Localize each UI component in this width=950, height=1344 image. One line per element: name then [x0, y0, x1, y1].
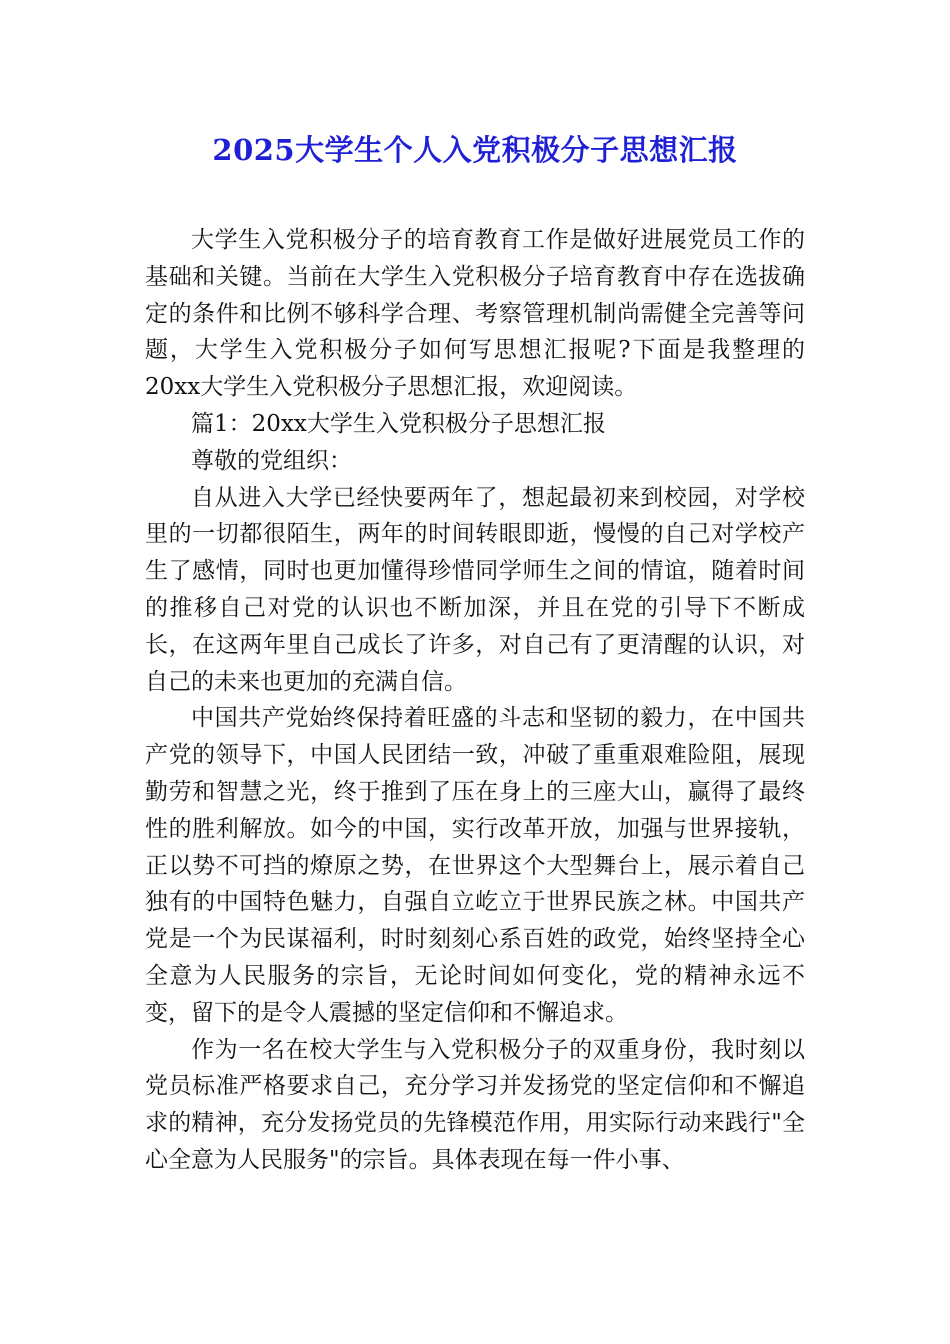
paragraph-intro: 大学生入党积极分子的培育教育工作是做好进展党员工作的基础和关键。当前在大学生入党积极分子培育教育中存在选拔确定的条件和比例不够科学合理、考察管理机制尚需健全完善等问题，大学生入党积极分子如何写思想汇报呢?下面是我整理的20xx大学生入党积极分子思想汇报，欢迎阅读。: [145, 227, 805, 401]
paragraph-body-3: 作为一名在校大学生与入党积极分子的双重身份，我时刻以党员标准严格要求自己，充分学习并发扬党的坚定信仰和不懈追求的精神，充分发扬党员的先锋模范作用，用实际行动来践行"全心全意为人民服务"的宗旨。具体表现在每一件小事、: [145, 1036, 805, 1173]
paragraph-body-2: 中国共产党始终保持着旺盛的斗志和坚韧的毅力，在中国共产党的领导下，中国人民团结一致，冲破了重重艰难险阻，展现勤劳和智慧之光，终于推到了压在身上的三座大山，赢得了最终性的胜利解放。如今的中国，实行改革开放，加强与世界接轨，正以势不可挡的燎原之势，在世界这个大型舞台上，展示着自己独有的中国特色魅力，自强自立屹立于世界民族之林。中国共产党是一个为民谋福利，时时刻刻心系百姓的政党，始终坚持全心全意为人民服务的宗旨，无论时间如何变化，党的精神永远不变，留下的是令人震撼的坚定信仰和不懈追求。: [145, 705, 805, 1026]
document-title: 2025大学生个人入党积极分子思想汇报: [212, 133, 738, 167]
document-body: [145, 222, 805, 1179]
paragraph-salutation: 尊敬的党组织：: [191, 447, 352, 474]
paragraph-section-heading: 篇1：20xx大学生入党积极分子思想汇报: [191, 410, 606, 437]
paragraph-body-1: 自从进入大学已经快要两年了，想起最初来到校园，对学校里的一切都很陌生，两年的时间转眼即逝，慢慢的自己对学校产生了感情，同时也更加懂得珍惜同学师生之间的情谊，随着时间的推移自己对党的认识也不断加深，并且在党的引导下不断成长，在这两年里自己成长了许多，对自己有了更清醒的认识，对自己的未来也更加的充满自信。: [145, 484, 805, 695]
